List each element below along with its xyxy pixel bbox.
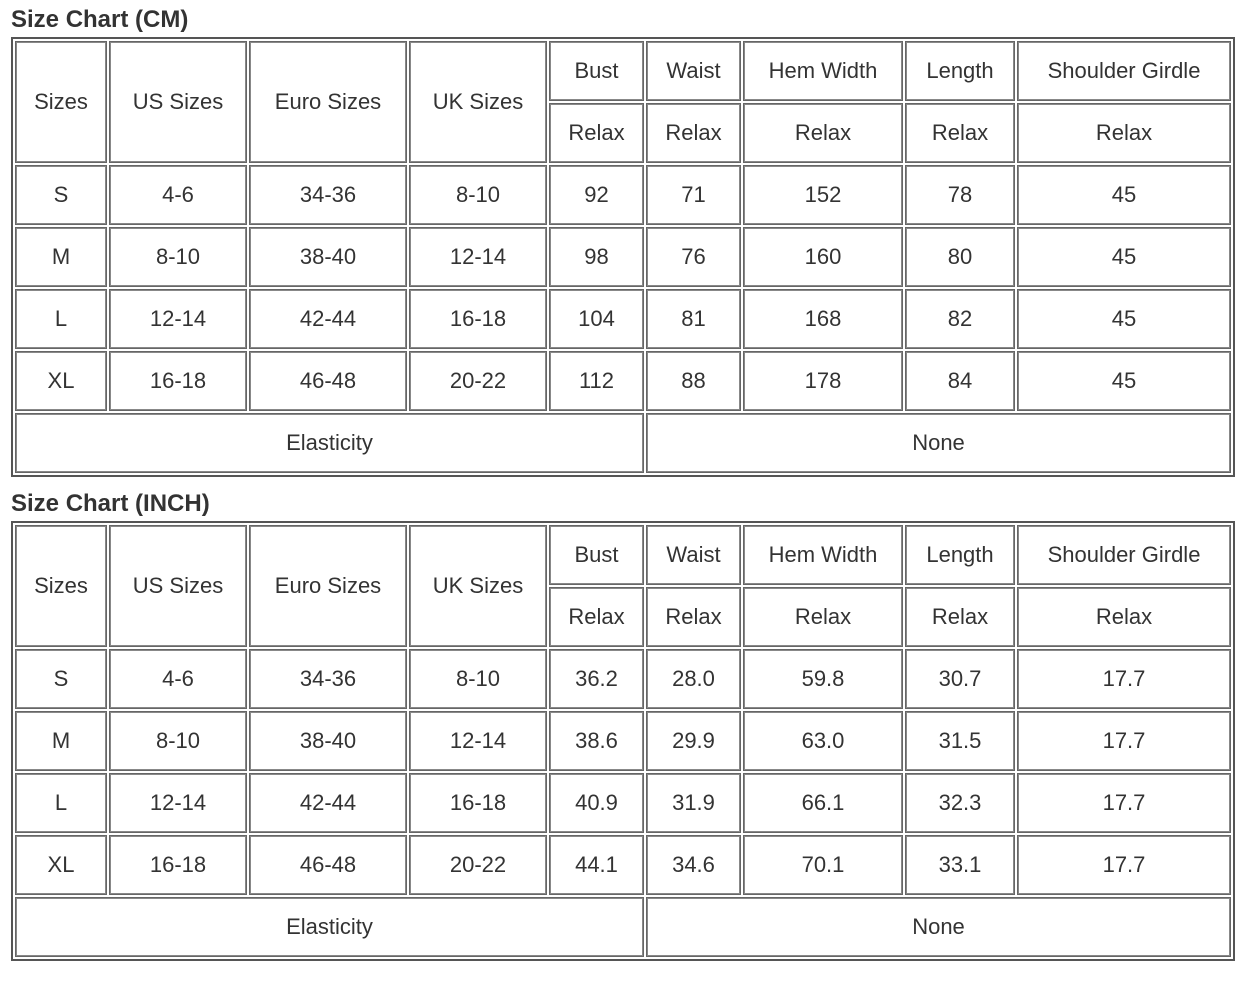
elasticity-row: [15, 413, 1231, 473]
hem-width-cell: 168: [743, 289, 903, 349]
header-us-sizes: US Sizes: [109, 41, 247, 163]
header-uk-sizes: UK Sizes: [409, 41, 547, 163]
subheader-relax: Relax: [549, 587, 644, 647]
size-cell: M: [15, 227, 107, 287]
table-row: [15, 835, 1231, 895]
length-cell: 30.7: [905, 649, 1015, 709]
uk-size-cell: 12-14: [409, 711, 547, 771]
header-shoulder-girdle: Shoulder Girdle: [1017, 525, 1231, 585]
size-table-inch: [11, 521, 1235, 961]
length-cell: 84: [905, 351, 1015, 411]
subheader-relax: Relax: [1017, 587, 1231, 647]
shoulder-girdle-cell: 45: [1017, 351, 1231, 411]
bust-cell: 38.6: [549, 711, 644, 771]
bust-cell: 92: [549, 165, 644, 225]
bust-cell: 44.1: [549, 835, 644, 895]
header-bust: Bust: [549, 525, 644, 585]
header-waist: Waist: [646, 41, 741, 101]
size-cell: L: [15, 289, 107, 349]
subheader-relax: Relax: [743, 587, 903, 647]
us-size-cell: 16-18: [109, 351, 247, 411]
subheader-relax: Relax: [646, 587, 741, 647]
chart-title: Size Chart (CM): [11, 6, 189, 33]
size-cell: XL: [15, 835, 107, 895]
hem-width-cell: 59.8: [743, 649, 903, 709]
header-uk-sizes: UK Sizes: [409, 525, 547, 647]
waist-cell: 31.9: [646, 773, 741, 833]
hem-width-cell: 70.1: [743, 835, 903, 895]
euro-size-cell: 38-40: [249, 711, 407, 771]
header-hem-width: Hem Width: [743, 41, 903, 101]
waist-cell: 71: [646, 165, 741, 225]
uk-size-cell: 8-10: [409, 649, 547, 709]
euro-size-cell: 46-48: [249, 351, 407, 411]
us-size-cell: 4-6: [109, 165, 247, 225]
us-size-cell: 4-6: [109, 649, 247, 709]
subheader-relax: Relax: [646, 103, 741, 163]
table-row: [15, 773, 1231, 833]
header-length: Length: [905, 41, 1015, 101]
table-row: [15, 289, 1231, 349]
size-chart-cm: [11, 3, 1231, 477]
bust-cell: 98: [549, 227, 644, 287]
subheader-relax: Relax: [549, 103, 644, 163]
table-row: [15, 165, 1231, 225]
elasticity-row: [15, 897, 1231, 957]
hem-width-cell: 152: [743, 165, 903, 225]
hem-width-cell: 63.0: [743, 711, 903, 771]
us-size-cell: 16-18: [109, 835, 247, 895]
uk-size-cell: 16-18: [409, 289, 547, 349]
waist-cell: 34.6: [646, 835, 741, 895]
elasticity-value: None: [646, 897, 1231, 957]
waist-cell: 76: [646, 227, 741, 287]
subheader-relax: Relax: [743, 103, 903, 163]
us-size-cell: 8-10: [109, 711, 247, 771]
header-shoulder-girdle: Shoulder Girdle: [1017, 41, 1231, 101]
uk-size-cell: 20-22: [409, 835, 547, 895]
table-row: [15, 227, 1231, 287]
header-hem-width: Hem Width: [743, 525, 903, 585]
size-cell: S: [15, 165, 107, 225]
hem-width-cell: 66.1: [743, 773, 903, 833]
subheader-relax: Relax: [1017, 103, 1231, 163]
waist-cell: 88: [646, 351, 741, 411]
uk-size-cell: 16-18: [409, 773, 547, 833]
elasticity-value: None: [646, 413, 1231, 473]
length-cell: 33.1: [905, 835, 1015, 895]
length-cell: 80: [905, 227, 1015, 287]
waist-cell: 29.9: [646, 711, 741, 771]
bust-cell: 40.9: [549, 773, 644, 833]
size-cell: L: [15, 773, 107, 833]
header-bust: Bust: [549, 41, 644, 101]
table-row: [15, 649, 1231, 709]
shoulder-girdle-cell: 17.7: [1017, 711, 1231, 771]
bust-cell: 104: [549, 289, 644, 349]
header-us-sizes: US Sizes: [109, 525, 247, 647]
length-cell: 32.3: [905, 773, 1015, 833]
header-length: Length: [905, 525, 1015, 585]
subheader-relax: Relax: [905, 587, 1015, 647]
hem-width-cell: 160: [743, 227, 903, 287]
euro-size-cell: 38-40: [249, 227, 407, 287]
uk-size-cell: 12-14: [409, 227, 547, 287]
euro-size-cell: 34-36: [249, 649, 407, 709]
header-sizes: Sizes: [15, 525, 107, 647]
shoulder-girdle-cell: 17.7: [1017, 649, 1231, 709]
table-row: [15, 351, 1231, 411]
us-size-cell: 12-14: [109, 289, 247, 349]
shoulder-girdle-cell: 17.7: [1017, 835, 1231, 895]
header-waist: Waist: [646, 525, 741, 585]
us-size-cell: 12-14: [109, 773, 247, 833]
length-cell: 82: [905, 289, 1015, 349]
header-row: [15, 525, 1231, 585]
size-cell: XL: [15, 351, 107, 411]
shoulder-girdle-cell: 45: [1017, 289, 1231, 349]
bust-cell: 112: [549, 351, 644, 411]
elasticity-label: Elasticity: [15, 897, 644, 957]
bust-cell: 36.2: [549, 649, 644, 709]
chart-title: Size Chart (INCH): [11, 490, 210, 517]
header-row: [15, 41, 1231, 101]
size-cell: M: [15, 711, 107, 771]
waist-cell: 81: [646, 289, 741, 349]
shoulder-girdle-cell: 17.7: [1017, 773, 1231, 833]
uk-size-cell: 8-10: [409, 165, 547, 225]
euro-size-cell: 34-36: [249, 165, 407, 225]
euro-size-cell: 42-44: [249, 773, 407, 833]
waist-cell: 28.0: [646, 649, 741, 709]
size-chart-inch: [11, 487, 1231, 961]
length-cell: 31.5: [905, 711, 1015, 771]
header-euro-sizes: Euro Sizes: [249, 525, 407, 647]
euro-size-cell: 46-48: [249, 835, 407, 895]
length-cell: 78: [905, 165, 1015, 225]
us-size-cell: 8-10: [109, 227, 247, 287]
size-table-cm: [11, 37, 1235, 477]
header-sizes: Sizes: [15, 41, 107, 163]
elasticity-label: Elasticity: [15, 413, 644, 473]
table-row: [15, 711, 1231, 771]
size-cell: S: [15, 649, 107, 709]
hem-width-cell: 178: [743, 351, 903, 411]
uk-size-cell: 20-22: [409, 351, 547, 411]
shoulder-girdle-cell: 45: [1017, 227, 1231, 287]
subheader-relax: Relax: [905, 103, 1015, 163]
euro-size-cell: 42-44: [249, 289, 407, 349]
shoulder-girdle-cell: 45: [1017, 165, 1231, 225]
header-euro-sizes: Euro Sizes: [249, 41, 407, 163]
